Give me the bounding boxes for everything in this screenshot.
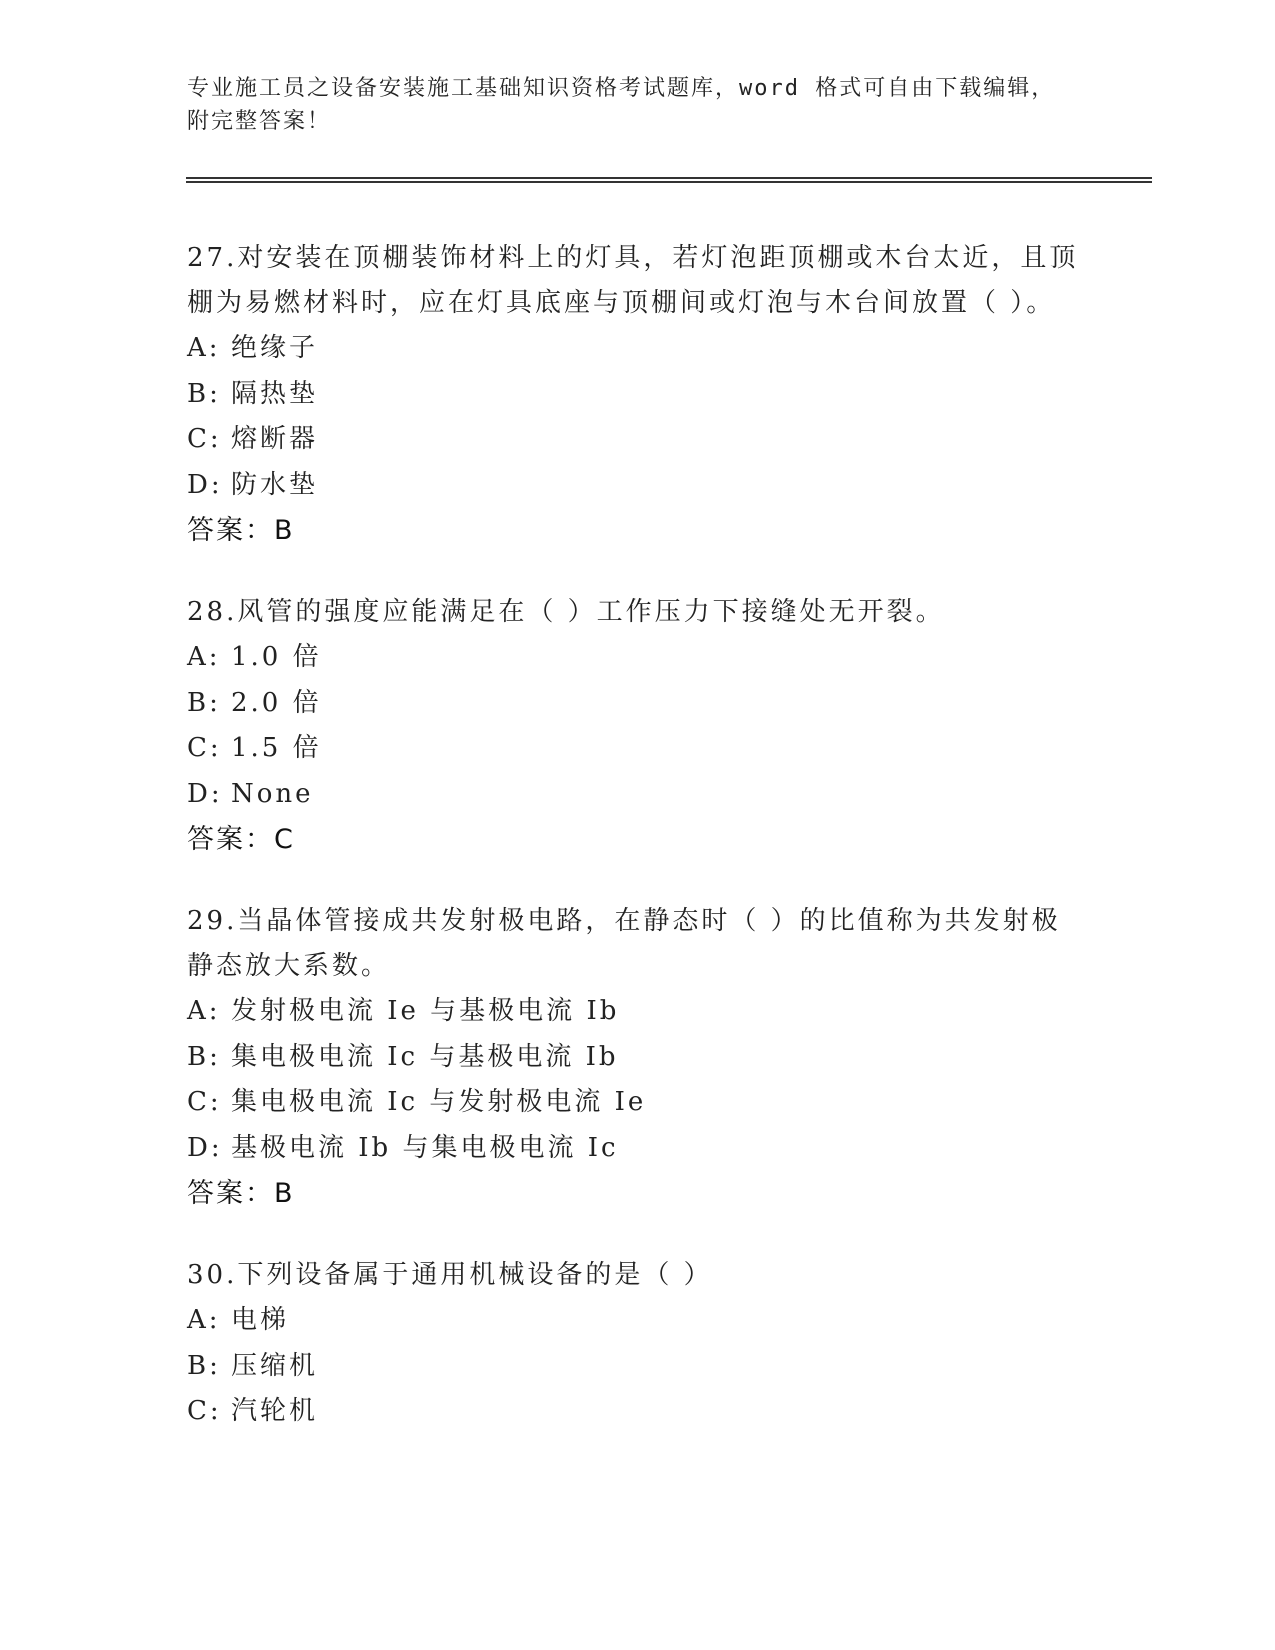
option-text: 基极电流 Ib 与集电极电流 Ic: [231, 1132, 619, 1163]
document-header: [187, 72, 1067, 138]
option-d: [187, 463, 1087, 509]
option-label: B:: [187, 1041, 221, 1072]
option-b: [187, 681, 1087, 727]
option-b: [187, 1035, 1087, 1081]
question-stem-line: 29.当晶体管接成共发射极电路，在静态时（ ）的比值称为共发射极: [187, 906, 1061, 936]
header-line-2: 附完整答案！: [187, 109, 332, 134]
option-a: [187, 989, 1087, 1035]
header-divider: [186, 177, 1152, 183]
option-c: [187, 726, 1087, 772]
option-b: [187, 372, 1087, 418]
option-label: D:: [187, 469, 223, 500]
question-stem-line: 静态放大系数。: [187, 951, 391, 981]
option-d: [187, 1126, 1087, 1172]
option-a: [187, 1298, 1087, 1344]
question-27: [187, 236, 1087, 554]
option-b: [187, 1344, 1087, 1390]
option-text: 电梯: [231, 1305, 290, 1335]
header-line-1: 专业施工员之设备安装施工基础知识资格考试题库，word 格式可自由下载编辑，: [187, 76, 1056, 101]
option-text: 压缩机: [231, 1350, 319, 1381]
option-text: 熔断器: [231, 424, 319, 454]
option-label: C:: [187, 424, 222, 454]
option-text: 绝缘子: [231, 333, 319, 363]
option-d: [187, 772, 1087, 818]
option-text: 隔热垫: [231, 378, 319, 409]
option-label: B:: [187, 1350, 221, 1381]
option-text: 1.5 倍: [231, 733, 322, 763]
option-c: [187, 1389, 1087, 1435]
option-a: [187, 326, 1087, 372]
answer-line: 答案：C: [187, 824, 295, 855]
option-text: 防水垫: [231, 469, 319, 500]
question-28: [187, 590, 1087, 863]
question-29: [187, 899, 1087, 1217]
option-label: B:: [187, 378, 221, 409]
option-label: D:: [187, 778, 223, 809]
option-a: [187, 635, 1087, 681]
option-text: 集电极电流 Ic 与基极电流 Ib: [231, 1041, 619, 1072]
option-text: 集电极电流 Ic 与发射极电流 Ie: [231, 1087, 647, 1117]
option-text: 发射极电流 Ie 与基极电流 Ib: [231, 996, 620, 1026]
option-label: A:: [187, 642, 221, 672]
option-label: A:: [187, 996, 221, 1026]
option-label: C:: [187, 733, 222, 763]
question-30: [187, 1253, 1087, 1435]
option-label: C:: [187, 1087, 222, 1117]
option-text: 2.0 倍: [231, 687, 322, 718]
option-text: 1.0 倍: [231, 642, 322, 672]
answer-line: 答案：B: [187, 515, 295, 546]
question-stem-line: 棚为易燃材料时，应在灯具底座与顶棚间或灯泡与木台间放置（ ）。: [187, 288, 1056, 318]
option-c: [187, 1080, 1087, 1126]
option-text: 汽轮机: [231, 1396, 319, 1426]
option-c: [187, 417, 1087, 463]
question-stem-line: 30.下列设备属于通用机械设备的是（ ）: [187, 1260, 713, 1290]
option-label: A:: [187, 1305, 221, 1335]
option-label: D:: [187, 1132, 223, 1163]
answer-line: 答案：B: [187, 1178, 295, 1209]
option-label: C:: [187, 1396, 222, 1426]
option-text: None: [231, 778, 314, 809]
question-list: [187, 236, 1087, 1471]
option-label: A:: [187, 333, 221, 363]
question-stem-line: 27.对安装在顶棚装饰材料上的灯具，若灯泡距顶棚或木台太近，且顶: [187, 243, 1079, 273]
option-label: B:: [187, 687, 221, 718]
question-stem-line: 28.风管的强度应能满足在（ ）工作压力下接缝处无开裂。: [187, 597, 945, 627]
